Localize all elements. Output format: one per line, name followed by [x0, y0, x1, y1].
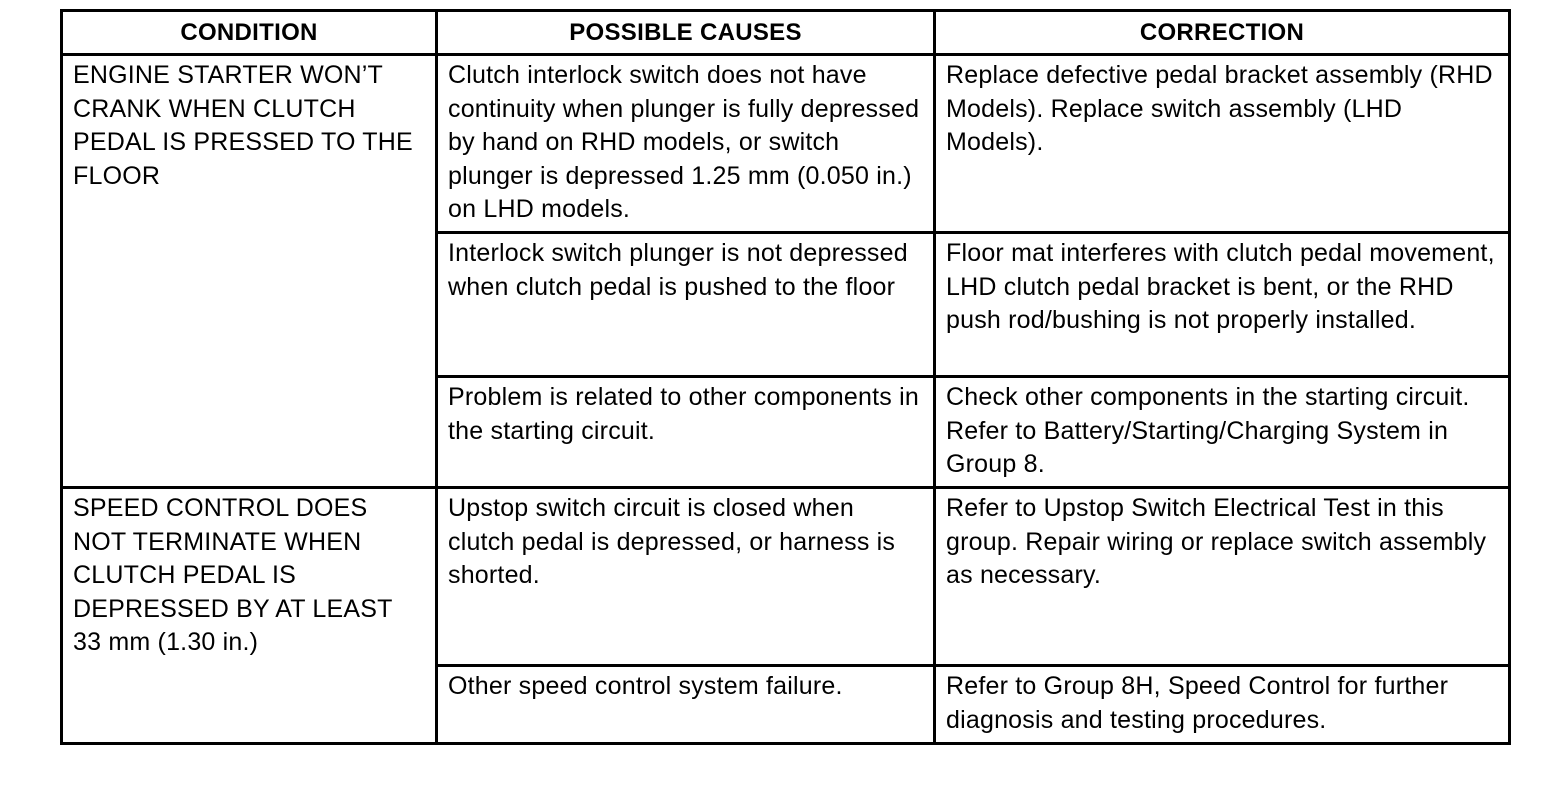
- correction-cell: Refer to Upstop Switch Electrical Test in this group. Repair wiring or replace switch assembly as necessary.: [935, 488, 1510, 666]
- condition-cell: SPEED CONTROL DOES NOT TERMINATE WHEN CLUTCH PEDAL IS DEPRESSED BY AT LEAST 33 mm (1.30 in.): [62, 488, 437, 744]
- condition-cell: ENGINE STARTER WON’T CRANK WHEN CLUTCH PEDAL IS PRESSED TO THE FLOOR: [62, 55, 437, 488]
- correction-cell: Floor mat interferes with clutch pedal movement, LHD clutch pedal bracket is bent, or the RHD push rod/bushing is not properly installed.: [935, 233, 1510, 377]
- cause-cell: Interlock switch plunger is not depressed when clutch pedal is pushed to the floor: [437, 233, 935, 377]
- cause-cell: Problem is related to other components in the starting circuit.: [437, 377, 935, 488]
- correction-cell: Refer to Group 8H, Speed Control for further diagnosis and testing procedures.: [935, 666, 1510, 744]
- correction-cell: Replace defective pedal bracket assembly (RHD Models). Replace switch assembly (LHD Models).: [935, 55, 1510, 233]
- table-row: [62, 488, 1510, 666]
- header-correction: CORRECTION: [935, 11, 1510, 55]
- header-condition: CONDITION: [62, 11, 437, 55]
- diagnosis-table: [60, 9, 1511, 745]
- cause-cell: Clutch interlock switch does not have continuity when plunger is fully depressed by hand on RHD models, or switch plunger is depressed 1.25 mm (0.050 in.) on LHD models.: [437, 55, 935, 233]
- header-row: [62, 11, 1510, 55]
- cause-cell: Upstop switch circuit is closed when clutch pedal is depressed, or harness is shorted.: [437, 488, 935, 666]
- table-row: [62, 55, 1510, 233]
- correction-cell: Check other components in the starting circuit. Refer to Battery/Starting/Charging System in Group 8.: [935, 377, 1510, 488]
- cause-cell: Other speed control system failure.: [437, 666, 935, 744]
- header-possible-causes: POSSIBLE CAUSES: [437, 11, 935, 55]
